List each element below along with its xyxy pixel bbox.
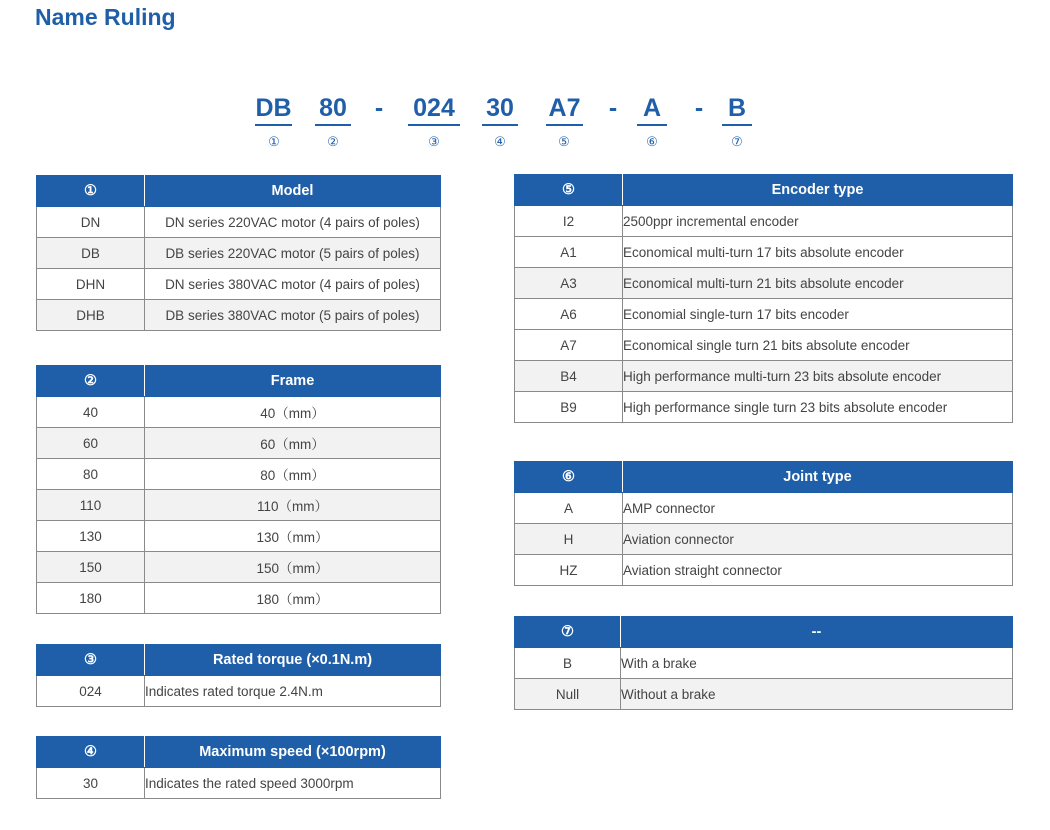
table-row bbox=[37, 490, 441, 521]
table-row bbox=[37, 238, 441, 269]
code-number: ② bbox=[327, 134, 339, 149]
code-cell: 130 bbox=[37, 521, 145, 552]
torque-table bbox=[36, 644, 441, 707]
table-row bbox=[515, 493, 1013, 524]
table-row bbox=[37, 428, 441, 459]
code-cell: 110 bbox=[37, 490, 145, 521]
code-cell: H bbox=[515, 524, 623, 555]
code-cell: DHB bbox=[37, 300, 145, 331]
encoder-table bbox=[514, 174, 1013, 423]
description-cell: High performance multi-turn 23 bits absolute encoder bbox=[623, 361, 1013, 392]
code-cell: A7 bbox=[515, 330, 623, 361]
code-cell: A bbox=[515, 493, 623, 524]
table-row bbox=[515, 555, 1013, 586]
description-cell: 40（mm） bbox=[145, 397, 441, 428]
code-cell: 180 bbox=[37, 583, 145, 614]
table-row bbox=[515, 206, 1013, 237]
model-table bbox=[36, 175, 441, 331]
code-cell: I2 bbox=[515, 206, 623, 237]
code-frame: 80 bbox=[315, 94, 351, 126]
description-cell: 110（mm） bbox=[145, 490, 441, 521]
description-cell: DB series 220VAC motor (5 pairs of poles) bbox=[145, 238, 441, 269]
code-cell: HZ bbox=[515, 555, 623, 586]
table-index: ② bbox=[37, 366, 145, 397]
code-number: ③ bbox=[428, 134, 440, 149]
table-index: ⑦ bbox=[515, 617, 621, 648]
table-row bbox=[515, 237, 1013, 268]
code-dash: - bbox=[374, 94, 384, 122]
table-index: ③ bbox=[37, 645, 145, 676]
table-row bbox=[37, 676, 441, 707]
table-header: Model bbox=[145, 176, 441, 207]
code-cell: B bbox=[515, 648, 621, 679]
table-header: Frame bbox=[145, 366, 441, 397]
description-cell: 150（mm） bbox=[145, 552, 441, 583]
page-title: Name Ruling bbox=[35, 4, 176, 30]
table-index: ⑥ bbox=[515, 462, 623, 493]
code-brake: B bbox=[722, 94, 752, 126]
speed-table bbox=[36, 736, 441, 799]
code-cell: Null bbox=[515, 679, 621, 710]
code-number: ⑥ bbox=[646, 134, 658, 149]
description-cell: DB series 380VAC motor (5 pairs of poles) bbox=[145, 300, 441, 331]
table-row bbox=[37, 583, 441, 614]
code-cell: 60 bbox=[37, 428, 145, 459]
code-cell: 30 bbox=[37, 768, 145, 799]
code-cell: DN bbox=[37, 207, 145, 238]
description-cell: 80（mm） bbox=[145, 459, 441, 490]
description-cell: Economical multi-turn 21 bits absolute encoder bbox=[623, 268, 1013, 299]
table-row bbox=[515, 330, 1013, 361]
table-index: ④ bbox=[37, 737, 145, 768]
code-cell: 024 bbox=[37, 676, 145, 707]
table-row bbox=[37, 300, 441, 331]
code-cell: DB bbox=[37, 238, 145, 269]
table-index: ① bbox=[37, 176, 145, 207]
table-header: Rated torque (×0.1N.m) bbox=[145, 645, 441, 676]
description-cell: 2500ppr incremental encoder bbox=[623, 206, 1013, 237]
code-cell: B9 bbox=[515, 392, 623, 423]
code-number: ⑤ bbox=[558, 134, 570, 149]
table-row bbox=[515, 392, 1013, 423]
description-cell: 130（mm） bbox=[145, 521, 441, 552]
table-header: -- bbox=[621, 617, 1013, 648]
table-row bbox=[515, 299, 1013, 330]
table-row bbox=[515, 268, 1013, 299]
table-row bbox=[37, 397, 441, 428]
table-row bbox=[37, 768, 441, 799]
description-cell: AMP connector bbox=[623, 493, 1013, 524]
code-number: ④ bbox=[494, 134, 506, 149]
description-cell: Aviation straight connector bbox=[623, 555, 1013, 586]
code-cell: 150 bbox=[37, 552, 145, 583]
description-cell: Indicates the rated speed 3000rpm bbox=[145, 768, 441, 799]
code-dash: - bbox=[694, 94, 704, 122]
code-cell: A1 bbox=[515, 237, 623, 268]
table-row bbox=[515, 524, 1013, 555]
description-cell: 60（mm） bbox=[145, 428, 441, 459]
code-torque: 024 bbox=[408, 94, 460, 126]
table-index: ⑤ bbox=[515, 175, 623, 206]
description-cell: High performance single turn 23 bits absolute encoder bbox=[623, 392, 1013, 423]
description-cell: Without a brake bbox=[621, 679, 1013, 710]
table-row bbox=[37, 521, 441, 552]
code-number: ⑦ bbox=[731, 134, 743, 149]
code-number: ① bbox=[268, 134, 280, 149]
description-cell: DN series 380VAC motor (4 pairs of poles) bbox=[145, 269, 441, 300]
table-header: Joint type bbox=[623, 462, 1013, 493]
joint-table bbox=[514, 461, 1013, 586]
table-row bbox=[515, 679, 1013, 710]
brake-table bbox=[514, 616, 1013, 710]
table-row bbox=[37, 269, 441, 300]
code-cell: 80 bbox=[37, 459, 145, 490]
code-dash: - bbox=[608, 94, 618, 122]
code-cell: A3 bbox=[515, 268, 623, 299]
description-cell: Economial single-turn 17 bits encoder bbox=[623, 299, 1013, 330]
code-joint: A bbox=[637, 94, 667, 126]
description-cell: Economical multi-turn 17 bits absolute encoder bbox=[623, 237, 1013, 268]
table-row bbox=[515, 648, 1013, 679]
table-row bbox=[37, 459, 441, 490]
description-cell: 180（mm） bbox=[145, 583, 441, 614]
code-cell: DHN bbox=[37, 269, 145, 300]
code-encoder: A7 bbox=[546, 94, 583, 126]
table-row bbox=[37, 207, 441, 238]
code-cell: 40 bbox=[37, 397, 145, 428]
description-cell: With a brake bbox=[621, 648, 1013, 679]
frame-table bbox=[36, 365, 441, 614]
description-cell: Aviation connector bbox=[623, 524, 1013, 555]
table-header: Maximum speed (×100rpm) bbox=[145, 737, 441, 768]
code-cell: A6 bbox=[515, 299, 623, 330]
code-speed: 30 bbox=[482, 94, 518, 126]
code-cell: B4 bbox=[515, 361, 623, 392]
table-row bbox=[515, 361, 1013, 392]
table-row bbox=[37, 552, 441, 583]
code-series: DB bbox=[255, 94, 292, 126]
description-cell: Economical single turn 21 bits absolute encoder bbox=[623, 330, 1013, 361]
description-cell: Indicates rated torque 2.4N.m bbox=[145, 676, 441, 707]
description-cell: DN series 220VAC motor (4 pairs of poles) bbox=[145, 207, 441, 238]
table-header: Encoder type bbox=[623, 175, 1013, 206]
